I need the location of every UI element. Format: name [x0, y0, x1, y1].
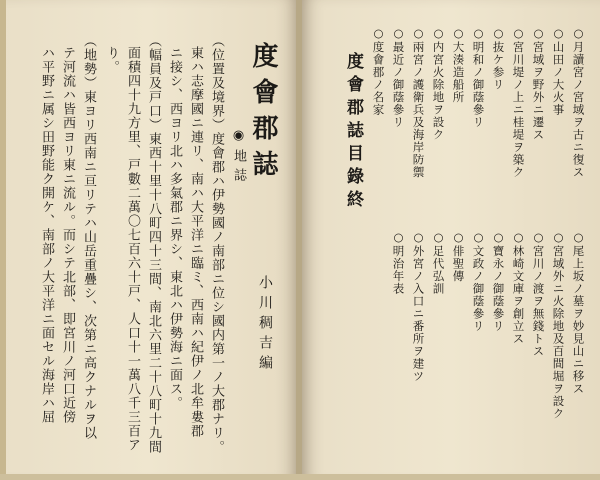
body-column: り。 — [104, 46, 119, 74]
toc-entry: ○明治年表 — [391, 230, 406, 295]
page-bottom-edge — [0, 474, 600, 480]
body-column: 面積四十九方里、戸數二萬〇七百六十戸、人口十一萬八千三百ア — [125, 46, 140, 452]
toc-entry: ○明和ノ御蔭參リ — [471, 26, 486, 129]
toc-entry: ○抜ケ参リ — [491, 26, 506, 91]
body-column: 東ハ志摩國ニ連リ、南ハ大平洋ニ臨ミ、西南ハ紀伊ノ北牟婁郡 — [188, 46, 203, 438]
toc-entry: ○月讀宮ノ宮域ヲ古ニ復ス — [571, 26, 586, 179]
toc-entry: ○大湊造船所 — [451, 26, 466, 104]
section-heading: ◉地誌 — [231, 128, 246, 187]
body-column: ニ接シ、西ヨリ北ハ多氣郡ニ界シ、東北ハ伊勢海ニ面ス。 — [167, 46, 182, 410]
toc-end-title: 度會郡誌目錄終 — [343, 52, 363, 213]
toc-entry: ○文政ノ御蔭參リ — [471, 230, 486, 333]
toc-entry: ○山田ノ大火事 — [551, 26, 566, 116]
toc-entry: ○林崎文庫ヲ創立ス — [511, 230, 526, 345]
document-title: 度會郡誌 — [248, 42, 278, 186]
body-column: （地勢）東ヨリ西南ニ亘リテハ山岳重疊シ、次第ニ高クナルヲ以 — [81, 34, 96, 440]
toc-entry: ○宮川ノ渡ヲ無錢トス — [531, 230, 546, 358]
toc-entry: ○俳聖傳 — [451, 230, 466, 283]
author-line: 小川稠吉編 — [257, 275, 273, 375]
toc-entry: ○外宮ノ入口ニ番所ヲ建ツ — [411, 230, 426, 383]
toc-entry: ○宮域外ニ火除地及百間堀ヲ設ク — [551, 230, 566, 420]
right-page — [302, 0, 600, 480]
toc-entry: ○最近ノ御蔭參リ — [391, 26, 406, 129]
body-column: ハ平野ニ属シ田野能ク開ケ、南部ノ大平洋ニ面セル海岸ハ屈 — [39, 46, 54, 424]
page-edge — [0, 0, 6, 480]
toc-entry: ○足代弘訓 — [431, 230, 446, 295]
toc-entry: ○兩宮ノ護衛兵及海岸防禦 — [411, 26, 426, 179]
toc-entry: ○尾上坂ノ墓ヲ妙見山ニ移ス — [571, 230, 586, 395]
body-column: （幅員及戸口）東西十里十八町四十三間、南北六里二十八町十九間 — [146, 34, 161, 454]
toc-entry: ○寶永ノ御蔭參リ — [491, 230, 506, 333]
body-column: （位置及境界）度會郡ハ伊勢國ノ南部ニ位シ國内第一ノ大郡ナリ。 — [209, 34, 224, 454]
toc-entry: ○内宮火除地ヲ設ク — [431, 26, 446, 141]
toc-entry: ○度會郡ノ名家 — [371, 26, 386, 116]
left-page — [0, 0, 298, 480]
toc-entry: ○宮川堤ノ上ニ桂堤ヲ築ク — [511, 26, 526, 179]
body-column: テ河流ハ皆西ヨリ東ニ流ル。而シテ北部、即宮川ノ河口近傍 — [60, 46, 75, 424]
toc-entry: ○宮域ヲ野外ニ遷ス — [531, 26, 546, 141]
